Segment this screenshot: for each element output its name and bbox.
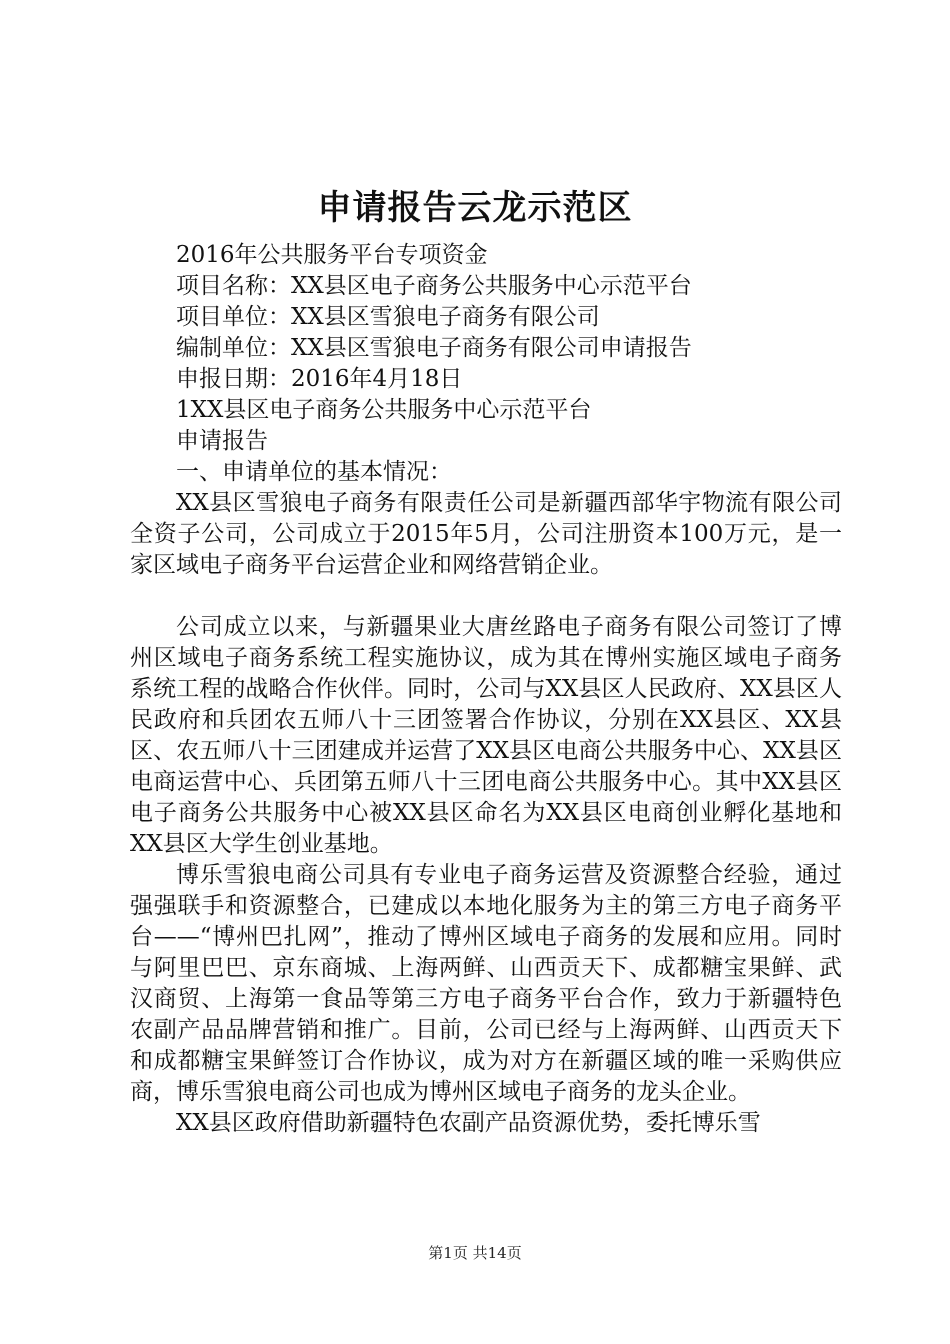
paragraph-cooperation: 公司成立以来，与新疆果业大唐丝路电子商务有限公司签订了博州区域电子商务系统工程实施协议，成为其在博州实施区域电子商务系统工程的战略合作伙伴。同时，公司与XX县区人民政府、XX县区人民政府和兵团农五师八十三团签署合作协议，分别在XX县区、XX县区、农五师八十三团建成并运营了XX县区电商公共服务中心、XX县区电商运营中心、兵团第五师八十三团电商公共服务中心。其中XX县区电子商务公共服务中心被XX县区命名为XX县区电商创业孵化基地和XX县区大学生创业基地。 (130, 614, 842, 857)
document-body (130, 240, 842, 1139)
report-date-line: 申报日期：2016年4月18日 (176, 366, 463, 392)
paragraph-company-intro: XX县区雪狼电子商务有限责任公司是新疆西部华宇物流有限公司全资子公司，公司成立于2015年5月，公司注册资本100万元，是一家区域电子商务平台运营企业和网络营销企业。 (130, 490, 842, 578)
paragraph-spacer (130, 581, 842, 612)
section-heading: 一、申请单位的基本情况： (176, 459, 452, 485)
platform-heading-line: 1XX县区电子商务公共服务中心示范平台 (176, 397, 592, 423)
document-title: 申请报告云龙示范区 (317, 188, 633, 228)
paragraph-experience: 博乐雪狼电商公司具有专业电子商务运营及资源整合经验，通过强强联手和资源整合，已建成以本地化服务为主的第三方电子商务平台——“博州巴扎网”，推动了博州区域电子商务的发展和应用。同时与阿里巴巴、京东商城、上海两鲜、山西贡天下、成都糖宝果鲜、武汉商贸、上海第一食品等第三方电子商务平台合作，致力于新疆特色农副产品品牌营销和推广。目前，公司已经与上海两鲜、山西贡天下和成都糖宝果鲜签订合作协议，成为对方在新疆区域的唯一采购供应商，博乐雪狼电商公司也成为博州区域电子商务的龙头企业。 (130, 862, 842, 1105)
funding-line: 2016年公共服务平台专项资金 (176, 242, 488, 268)
page-footer: 第1页 共14页 (428, 1244, 522, 1262)
project-unit-line: 项目单位：XX县区雪狼电子商务有限公司 (176, 304, 600, 330)
paragraph-government: XX县区政府借助新疆特色农副产品资源优势，委托博乐雪 (176, 1110, 761, 1136)
compiler-unit-line: 编制单位：XX县区雪狼电子商务有限公司申请报告 (176, 335, 692, 361)
project-name-line: 项目名称：XX县区电子商务公共服务中心示范平台 (176, 273, 692, 299)
report-heading-line: 申请报告 (176, 428, 268, 454)
